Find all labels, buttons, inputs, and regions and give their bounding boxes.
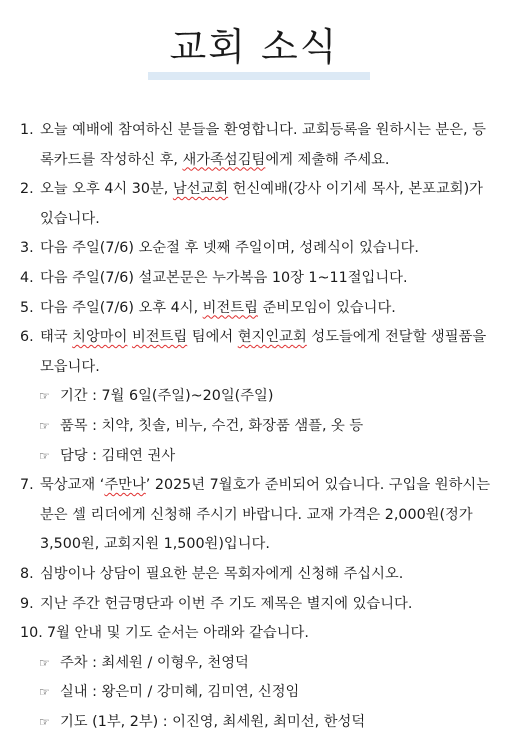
item-text xyxy=(40,181,483,227)
list-item xyxy=(20,471,496,560)
page-title: 교회 소식 xyxy=(169,25,339,69)
highlighted-term: 비전트립 xyxy=(131,329,188,346)
pointing-hand-icon: ☞ xyxy=(39,655,50,670)
title-wrap xyxy=(0,22,508,72)
item-text-segment: 헌신예배(강사 이기세 목사, 본포교회)가 있습니다. xyxy=(40,181,483,227)
item-text-segment: 준비모임이 있습니다. xyxy=(257,299,396,316)
list-item xyxy=(20,590,496,620)
sub-item-text: 기간 : 7월 6일(주일)~20일(주일) xyxy=(60,388,274,405)
item-number: 7. xyxy=(20,477,34,494)
highlighted-term: 남선교회 xyxy=(172,181,229,198)
item-number: 8. xyxy=(20,565,34,582)
item-text-segment: 태국 xyxy=(40,329,73,346)
sub-item xyxy=(20,412,496,442)
item-number: 10. xyxy=(20,625,43,642)
item-text: 심방이나 상담이 필요한 분은 목회자에게 신청해 주십시오. xyxy=(40,565,404,582)
sub-item-text: 기도 (1부, 2부) : 이진영, 최세원, 최미선, 한성덕 xyxy=(60,713,366,730)
list-item xyxy=(20,619,496,649)
item-text-segment: 팀에서 xyxy=(187,329,238,346)
pointing-hand-icon: ☞ xyxy=(39,448,50,463)
sub-item xyxy=(20,382,496,412)
item-text-segment: 에게 제출해 주세요. xyxy=(265,151,390,168)
highlighted-term: 치앙마이 xyxy=(72,329,128,346)
list-item xyxy=(20,323,496,382)
highlighted-term: 현지인교회 xyxy=(237,329,307,346)
list-item xyxy=(20,294,496,324)
item-number: 3. xyxy=(20,240,34,257)
list-item xyxy=(20,175,496,234)
list-item xyxy=(20,264,496,294)
item-text-segment: 묵상교재 ‘ xyxy=(40,477,105,494)
news-list xyxy=(20,116,496,737)
item-number: 1. xyxy=(20,122,34,138)
item-text-segment: ’ 2025년 7월호가 준비되어 있습니다. 구입을 원하시는 분은 셀 리더에게 신청해 주시기 바랍니다. 교재 가격은 2,000원(정가 3,500원, 교회지원 1,500원)입니다. xyxy=(40,477,491,553)
item-number: 4. xyxy=(20,269,34,286)
item-text xyxy=(40,300,396,316)
item-text: 7월 안내 및 기도 순서는 아래와 같습니다. xyxy=(47,625,309,642)
sub-item-text: 실내 : 왕은미 / 강미혜, 김미연, 신정임 xyxy=(60,684,300,701)
list-item xyxy=(20,116,496,175)
pointing-hand-icon: ☞ xyxy=(39,418,50,433)
title-highlight-bar xyxy=(148,72,370,80)
sub-item-text: 담당 : 김태연 권사 xyxy=(60,447,176,464)
item-number: 6. xyxy=(20,329,34,346)
item-text: 다음 주일(7/6) 오순절 후 넷째 주일이며, 성례식이 있습니다. xyxy=(40,240,419,257)
item-number: 2. xyxy=(20,181,34,198)
pointing-hand-icon: ☞ xyxy=(39,714,50,729)
list-item xyxy=(20,234,496,264)
sub-item xyxy=(20,708,496,738)
list-item xyxy=(20,560,496,590)
sub-item-text: 주차 : 최세원 / 이형우, 천영덕 xyxy=(60,654,249,671)
item-text-segment: 오늘 예배에 참여하신 분들을 환영합니다. 교회등록을 원하시는 분은, 등록카드를 작성하신 후, xyxy=(40,122,486,168)
item-text-segment: 성도들에게 전달할 생필품을 모읍니다. xyxy=(40,329,487,375)
item-number: 9. xyxy=(20,595,34,612)
item-text-segment: 다음 주일(7/6) 오후 4시, xyxy=(40,299,203,316)
item-text xyxy=(40,122,486,168)
item-text: 지난 주간 헌금명단과 이번 주 기도 제목은 별지에 있습니다. xyxy=(40,595,413,612)
highlighted-term: 비전트립 xyxy=(202,299,258,316)
item-text-segment: 오늘 오후 4시 30분, xyxy=(40,181,173,198)
sub-item xyxy=(20,678,496,708)
item-number: 5. xyxy=(20,299,34,316)
highlighted-term: 주만나 xyxy=(104,477,146,494)
pointing-hand-icon: ☞ xyxy=(39,685,50,700)
sub-item-text: 품목 : 치약, 칫솔, 비누, 수건, 화장품 샘플, 옷 등 xyxy=(60,417,364,434)
item-text xyxy=(40,477,490,552)
pointing-hand-icon: ☞ xyxy=(39,389,50,404)
sub-item xyxy=(20,442,496,472)
item-text: 다음 주일(7/6) 설교본문은 누가복음 10장 1~11절입니다. xyxy=(40,269,408,286)
sub-item xyxy=(20,649,496,679)
item-text xyxy=(40,329,486,375)
highlighted-term: 새가족섬김팀 xyxy=(182,151,266,168)
